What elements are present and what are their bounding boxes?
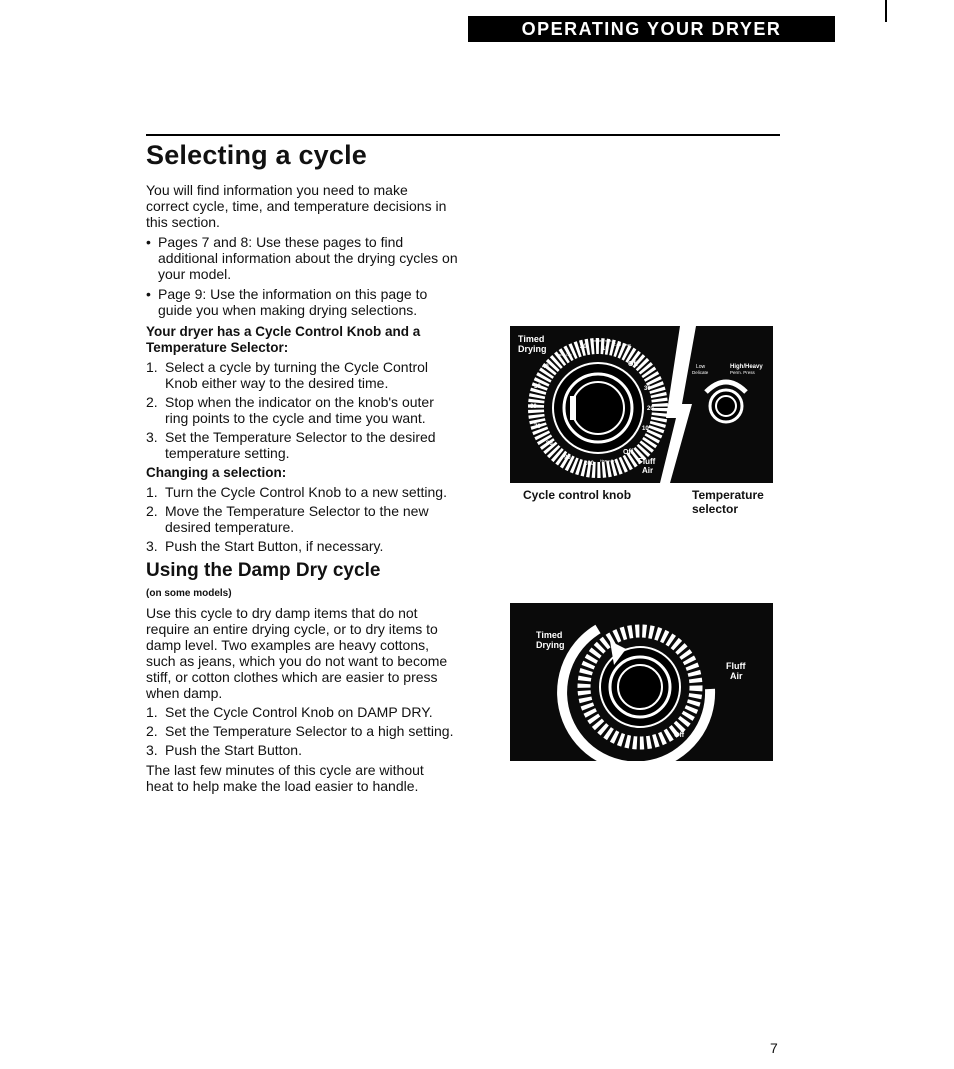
list-item bbox=[146, 503, 460, 535]
list-item bbox=[146, 394, 460, 426]
damp-section bbox=[146, 586, 476, 794]
list-item bbox=[146, 723, 495, 739]
title-rule bbox=[146, 134, 780, 136]
list-item bbox=[146, 429, 465, 461]
damp-dry-heading: Using the Damp Dry cycle bbox=[146, 560, 381, 581]
drying-label: Drying bbox=[518, 344, 547, 354]
timed-label: Timed bbox=[536, 630, 563, 640]
step-number: 1. bbox=[146, 359, 158, 375]
knob-section bbox=[146, 324, 456, 554]
change-subhead: Changing a selection: bbox=[146, 465, 287, 480]
fluff-label: Fluff bbox=[726, 661, 746, 671]
step-number: 1. bbox=[146, 484, 158, 500]
tick-label: 50 bbox=[534, 384, 541, 390]
step-number: 2. bbox=[146, 503, 158, 519]
off-label-bottom: Off bbox=[623, 449, 634, 456]
page-number: 7 bbox=[770, 1040, 778, 1056]
off-label-top: Off bbox=[628, 361, 639, 368]
damp-dry-knob-figure bbox=[510, 603, 773, 761]
control-panel-figure bbox=[510, 326, 773, 483]
step-number: 2. bbox=[146, 723, 158, 739]
tick-label: 20 bbox=[580, 344, 587, 350]
step-text: Turn the Cycle Control Knob to a new setting. bbox=[165, 484, 447, 500]
tick-label: 70 bbox=[534, 424, 541, 430]
step-number: 1. bbox=[146, 704, 158, 720]
damp-dry-label: Damp Dry bbox=[556, 353, 572, 357]
caption-cycle-knob: Cycle control knob bbox=[523, 488, 632, 502]
tick-label: 60 bbox=[530, 404, 537, 410]
tumble-press-label: Tumble Press bbox=[590, 339, 612, 343]
list-item bbox=[146, 704, 465, 720]
step-text: Push the Start Button. bbox=[165, 742, 302, 758]
heavy-dry-label: Heavy Dry bbox=[600, 459, 617, 463]
step-text: Set the Temperature Selector to a high setting. bbox=[165, 723, 454, 739]
tick-label: 10 bbox=[602, 346, 609, 352]
caption-temp-line1: Temperature bbox=[692, 488, 764, 502]
section-header: OPERATING YOUR DRYER bbox=[468, 16, 835, 42]
tick-label: 40 bbox=[542, 364, 549, 370]
step-text: Stop when the indicator on the knob's outer ring points to the cycle and time you want. bbox=[165, 394, 434, 426]
timed-label: Timed bbox=[518, 334, 545, 344]
list-item bbox=[146, 286, 458, 318]
step-number: 3. bbox=[146, 538, 158, 554]
temp-delicate-label: Delicate bbox=[692, 370, 709, 375]
air-label: Air bbox=[642, 466, 654, 475]
fluff-label: Fluff bbox=[638, 457, 656, 466]
damp-outro: The last few minutes of this cycle are without heat to help make the load easier to handle. bbox=[146, 762, 424, 794]
damp-dry-knob-illustration bbox=[510, 603, 773, 761]
temp-permpress-label: Perm. Press bbox=[730, 370, 755, 375]
air-label: Air bbox=[730, 671, 743, 681]
damp-note: (on some models) bbox=[146, 588, 232, 599]
off-label: Off bbox=[674, 732, 685, 739]
list-item bbox=[146, 234, 458, 282]
step-text: Move the Temperature Selector to the new desired temperature. bbox=[165, 503, 429, 535]
temp-low-label: Low bbox=[696, 364, 706, 370]
temperature-selector-knob bbox=[710, 390, 742, 422]
list-item bbox=[146, 359, 460, 391]
list-item bbox=[146, 538, 465, 554]
drying-label: Drying bbox=[536, 640, 565, 650]
caption-temp-line2: selector bbox=[692, 502, 739, 516]
intro-text: You will find information you need to make correct cycle, time, and temperature decisions in this section. bbox=[146, 182, 447, 230]
tick-label: 20 bbox=[647, 406, 654, 412]
damp-intro: Use this cycle to dry damp items that do not require an entire drying cycle, or to dry items to damp level. Two examples are heavy cottons, such as jeans, which you do not want to become stiff, or cotton clothes which are easier to press when damp. bbox=[146, 605, 448, 701]
page-title: Selecting a cycle bbox=[146, 140, 368, 170]
step-text: Set the Temperature Selector to the desired temperature setting. bbox=[165, 429, 436, 461]
list-item bbox=[146, 742, 465, 758]
step-text: Set the Cycle Control Knob on DAMP DRY. bbox=[165, 704, 433, 720]
list-item bbox=[146, 484, 485, 500]
bullet-dot: • bbox=[146, 234, 151, 250]
bullet-text: Page 9: Use the information on this page to guide you when making drying selections. bbox=[158, 286, 428, 318]
knob-indicator bbox=[570, 396, 576, 420]
step-text: Push the Start Button, if necessary. bbox=[165, 538, 384, 554]
bullet-text: Pages 7 and 8: Use these pages to find additional information about the drying cycles on your model. bbox=[158, 234, 458, 282]
tick-label: 90 bbox=[564, 455, 571, 461]
step-number: 3. bbox=[146, 429, 158, 445]
step-number: 2. bbox=[146, 394, 158, 410]
step-number: 3. bbox=[146, 742, 158, 758]
cool-down-label: Cool Down bbox=[614, 343, 632, 347]
knob-subhead: Your dryer has a Cycle Control Knob and a Temperature Selector: bbox=[146, 324, 421, 355]
bullet-dot: • bbox=[146, 286, 151, 302]
tick-label: 30 bbox=[644, 386, 651, 392]
edge-mark bbox=[885, 0, 887, 22]
control-panel-illustration bbox=[510, 326, 773, 483]
tick-label: 10 bbox=[642, 426, 649, 432]
tick-label: 80 bbox=[546, 441, 553, 447]
step-text: Select a cycle by turning the Cycle Control Knob either way to the desired time. bbox=[165, 359, 429, 391]
intro-section bbox=[146, 182, 476, 318]
temp-high-label: High/Heavy bbox=[730, 364, 763, 370]
tick-label: 100 bbox=[584, 461, 595, 467]
